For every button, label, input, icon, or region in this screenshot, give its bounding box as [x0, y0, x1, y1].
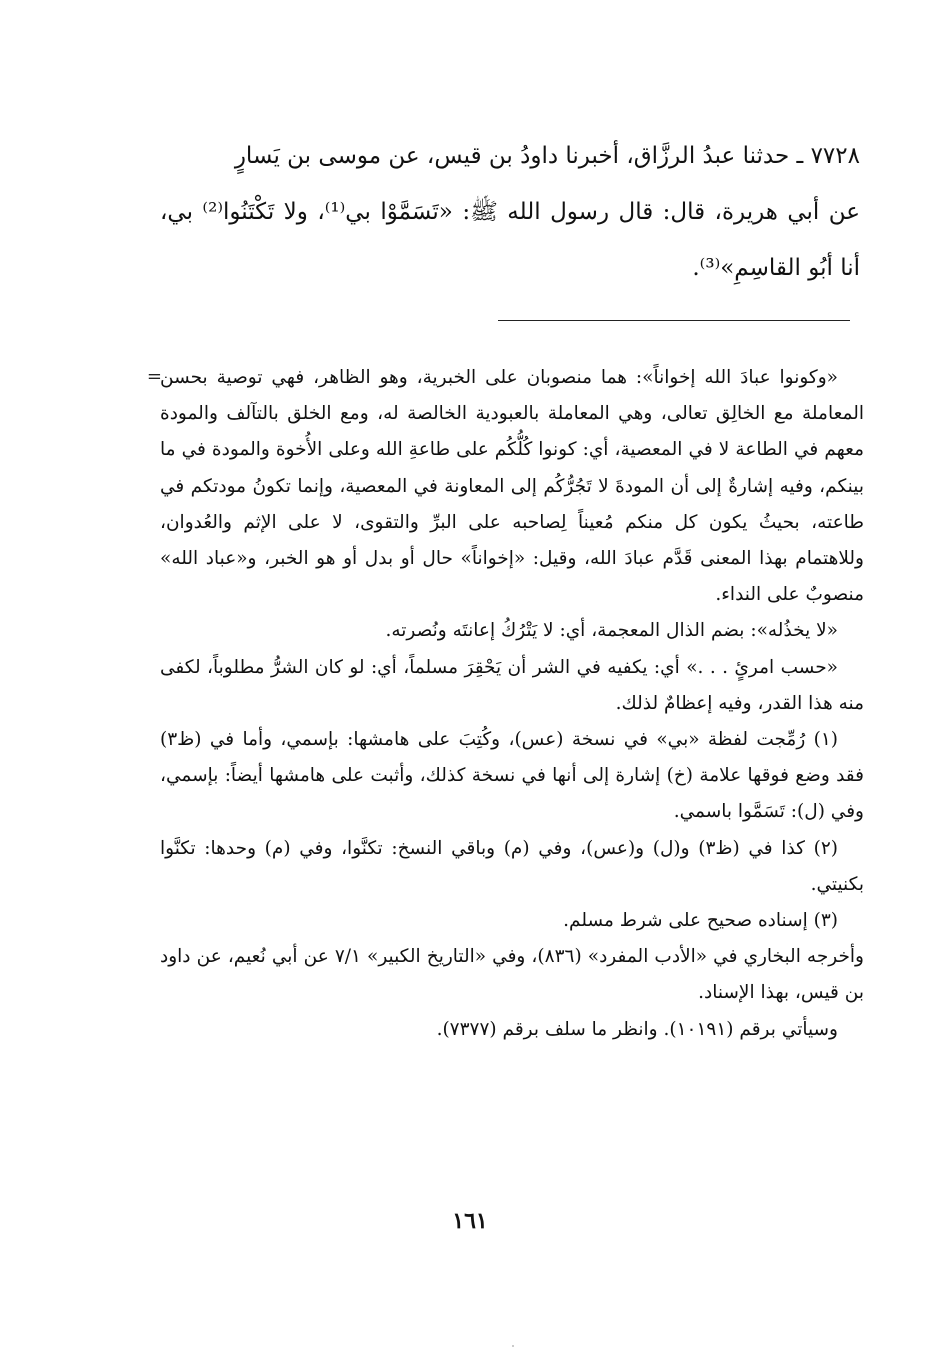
- hadith-text: [160, 128, 860, 296]
- footnote-paragraph: وأخرجه البخاري في «الأدب المفرد» (٨٣٦)، وفي «التاريخ الكبير» ٧/١ عن أبي نُعيم، عن داود بن قيس، بهذا الإسناد.: [160, 946, 864, 1004]
- hadith-line: عن أبي هريرة، قال: قال رسول الله ﷺ: «تَسَمَّوْا بي⁽¹⁾، ولا تَكْتَنُوا⁽²⁾ بي، أنا أبُو القاسِمِ»⁽³⁾.: [160, 199, 860, 281]
- scan-speck: [512, 1345, 514, 1347]
- footnote-paragraph: وسيأتي برقم (١٠١٩١). وانظر ما سلف برقم (٧٣٧٧).: [436, 1018, 838, 1040]
- footnote-separator: [498, 320, 850, 321]
- footnote-paragraph: (٢) كذا في (ظ٣) و(ل) و(عس)، وفي (م) وباقي النسخ: تكنَّوا، وفي (م) وحدها: تكنَّوا بكنيتي.: [160, 837, 864, 895]
- continuation-mark: =: [146, 366, 162, 387]
- footnote-paragraph: «وكونوا عبادَ الله إخواناً»: هما منصوبان على الخبرية، وهو الظاهر، فهي توصية بحسن المعاملة مع الخالِق تعالى، وهي المعاملة بالعبودية الخالصة له، ومع الخلق بالتآلف والمودة معهم في الطاعة لا في المعصية، أي: كونوا كُلُّكُم على طاعةِ الله وعلى الأُخوة والمودة في ما بينكم، وفيه إشارةٌ إلى أن المودةَ لا تَجُرُّكُم إلى المعاونة في المعصية، وإنما تكونُ مودتكم في طاعته، بحيثُ يكون كل منكم مُعيناً لِصاحبه على البرِّ والتقوى، لا على الإثم والعُدوان، وللاهتمام بهذا المعنى قَدَّم عبادَ الله، وقيل: «إخواناً» حال أو بدل أو هو الخبر، و«عباد الله» منصوبٌ على النداء.: [160, 367, 864, 606]
- footnote-paragraph: (١) رُمِّجت لفظة «بي» في نسخة (عس)، وكُتِبَ على هامشها: بإسمي، وأما في (ظ٣) فقد وضع فوقها علامة (خ) إشارة إلى أنها في نسخة كذلك، وأثبت على هامشها أيضاً: بإسمي، وفي (ل): تَسَمَّوا باسمي.: [160, 729, 864, 823]
- footnote-paragraph: «لا يخذُله»: بضم الذال المعجمة، أي: لا يَتْرُكُ إعانتَه ونُصرته.: [385, 620, 838, 642]
- hadith-line: ٧٧٢٨ ـ حدثنا عبدُ الرزَّاق، أخبرنا داودُ بن قيس، عن موسى بن يَسارٍ: [234, 143, 860, 169]
- footnotes: [160, 360, 864, 1048]
- footnote-paragraph: «حسب امرئٍ . . .» أي: يكفيه في الشر أن يَحْقِرَ مسلماً، أي: لو كان الشرُّ مطلوباً، لكفى منه هذا القدر، وفيه إعظامٌ لذلك.: [160, 656, 864, 714]
- page-number: ١٦١: [452, 1208, 488, 1234]
- footnote-paragraph: (٣) إسناده صحيح على شرط مسلم.: [563, 910, 838, 932]
